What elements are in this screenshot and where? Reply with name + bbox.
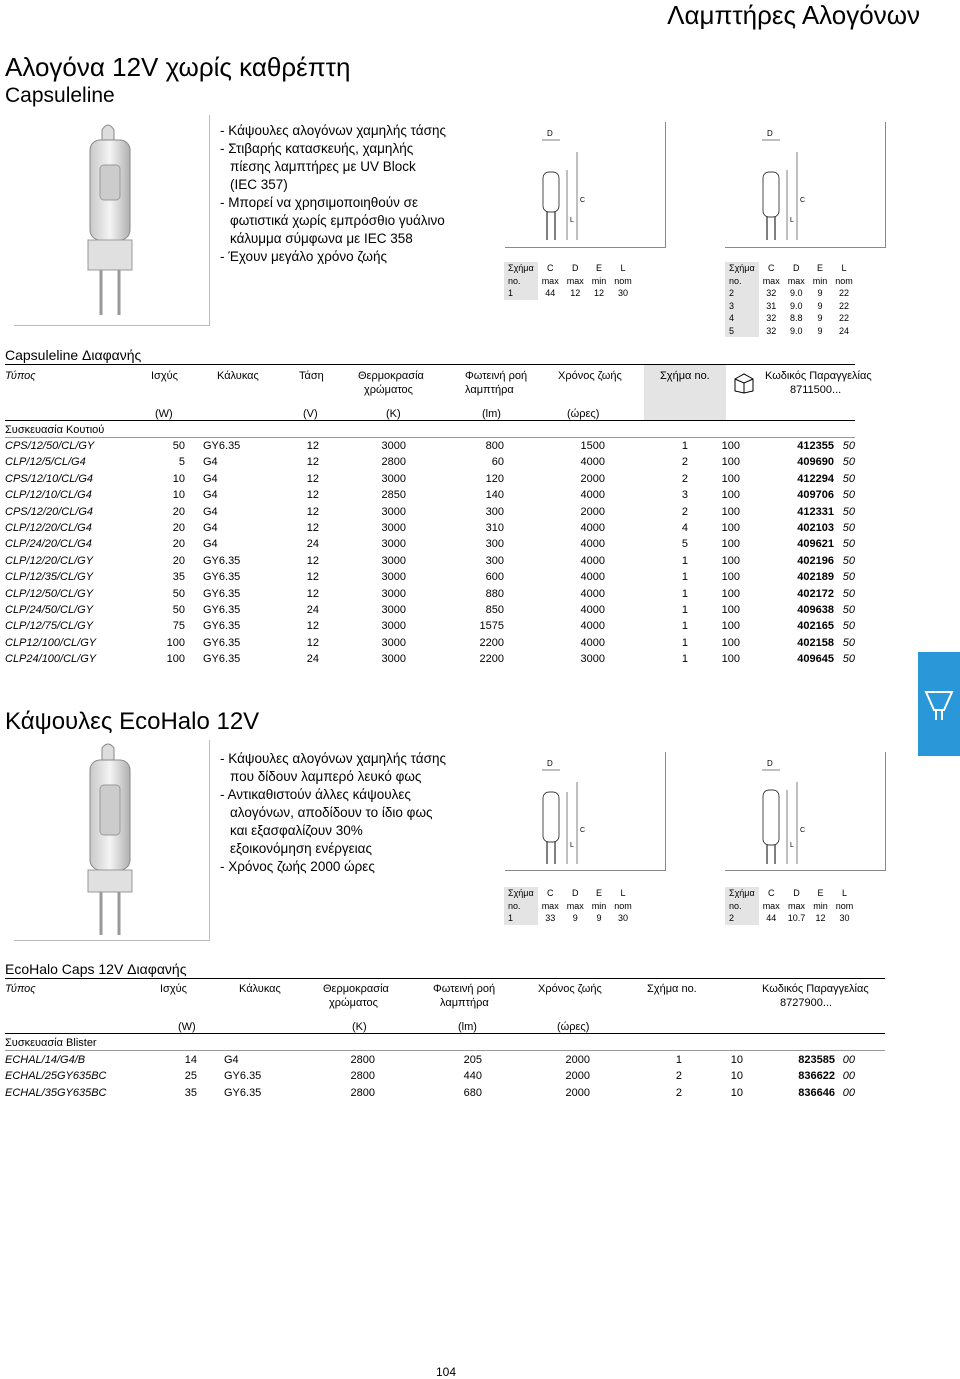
table-cell: 50 <box>842 636 855 649</box>
dimension-diagram-1 <box>505 122 666 248</box>
table-cell: 20 <box>172 554 185 567</box>
table-cell: 2000 <box>565 1054 590 1066</box>
table-cell: 2 <box>681 456 688 469</box>
table-row <box>5 604 855 620</box>
table-cell: 3000 <box>381 440 406 452</box>
table-cell: 3 <box>681 489 688 502</box>
table-cell: 100 <box>721 587 740 600</box>
table-cell: 100 <box>721 571 740 584</box>
table-cell: 4000 <box>580 522 605 534</box>
table-cell: 3000 <box>580 653 605 666</box>
table-cell: 4000 <box>580 489 605 502</box>
table-cell: 50 <box>842 538 855 551</box>
table-cell: 2800 <box>350 1086 375 1099</box>
table-cell: 2200 <box>479 653 504 666</box>
dim-d-label: D <box>547 129 553 138</box>
table-cell: 75 <box>172 620 185 633</box>
table2-header: Τύπος Ισχύς Κάλυκας Θερμοκρασία χρώματος Φωτεινή ροή λαμπτήρα Χρόνος ζωής Σχήμα no. Κωδικός Παραγγελίας 8727900... (W) (K) (lm) (ώρες) <box>5 983 869 1033</box>
table-cell: 402165 <box>797 620 834 633</box>
feature-line: - Αντικαθιστούν άλλες κάψουλες <box>220 787 411 802</box>
table-cell: 2800 <box>381 456 406 469</box>
table-cell: GY6.35 <box>203 554 241 567</box>
ecohalo-lamp-image <box>14 740 210 941</box>
table-cell: GY6.35 <box>203 440 241 452</box>
table-cell: 12 <box>306 571 319 584</box>
table-row <box>5 571 855 587</box>
table-cell: 100 <box>166 653 185 666</box>
table2-title: EcoHalo Caps 12V Διαφανής <box>5 961 187 977</box>
table-cell: 1575 <box>479 620 504 633</box>
packaging-label-2: Συσκευασία Blister <box>5 1037 97 1049</box>
table-cell: 836646 <box>798 1086 835 1099</box>
table-cell: ECHAL/35GY635BC <box>5 1086 107 1099</box>
table-cell: 1 <box>681 636 688 649</box>
svg-text:C: C <box>800 197 806 204</box>
table-cell: 50 <box>842 554 855 567</box>
feature-line: - Μπορεί να χρησιμοποιηθούν σε <box>220 195 418 210</box>
packaging-label: Συσκευασία Κουτιού <box>5 424 105 436</box>
table-cell: G4 <box>224 1054 239 1066</box>
table-cell: 2850 <box>381 489 406 502</box>
table-cell: 402189 <box>797 571 834 584</box>
table-row <box>5 538 855 554</box>
table-cell: CLP/12/75/CL/GY <box>5 620 94 633</box>
table-cell: 50 <box>842 653 855 666</box>
table-cell: 1 <box>681 554 688 567</box>
svg-text:L: L <box>790 217 794 224</box>
table-cell: 12 <box>306 522 319 534</box>
table-cell: 20 <box>172 522 185 534</box>
table-cell: G4 <box>203 538 218 551</box>
table-cell: 412294 <box>797 472 834 485</box>
table-cell: 10 <box>730 1054 743 1066</box>
table-cell: 100 <box>721 522 740 534</box>
table-cell: G4 <box>203 472 218 485</box>
table-row <box>5 620 855 636</box>
table-cell: 205 <box>463 1054 482 1066</box>
table-cell: CLP/24/20/CL/G4 <box>5 538 92 551</box>
table-cell: GY6.35 <box>203 587 241 600</box>
table-cell: 409690 <box>797 456 834 469</box>
table-row <box>5 506 855 522</box>
table-cell: 4000 <box>580 554 605 567</box>
table-cell: 24 <box>306 604 319 616</box>
table-cell: 409638 <box>797 604 834 616</box>
table-cell: CPS/12/20/CL/G4 <box>5 505 94 518</box>
table-cell: 50 <box>842 571 855 584</box>
table-cell: 409645 <box>797 653 834 666</box>
table-cell: ECHAL/25GY635BC <box>5 1070 107 1083</box>
table-row <box>5 522 855 538</box>
table-cell: 50 <box>842 522 855 534</box>
table-cell: 00 <box>842 1070 855 1083</box>
spec-table-4: Σχήμα C D E L no. max max min nom 2 44 10.7 12 30 <box>725 887 857 925</box>
dimension-diagram-3 <box>505 752 666 871</box>
table-cell: 1 <box>681 587 688 600</box>
table-cell: 12 <box>306 440 319 452</box>
table-cell: 1500 <box>580 440 605 452</box>
page-header-title: Λαμπτήρες Αλογόνων <box>667 0 920 30</box>
table-cell: 2200 <box>479 636 504 649</box>
table-cell: 4000 <box>580 587 605 600</box>
table-cell: 12 <box>306 489 319 502</box>
table-cell: 402172 <box>797 587 834 600</box>
spec-table-2: Σχήμα C D E L no. max max min nom 2 32 9.0 9 22 3 31 9.0 9 22 4 32 8.8 9 22 5 32 9.0 9 24 <box>725 262 857 337</box>
svg-text:D: D <box>767 759 773 768</box>
svg-text:D: D <box>547 759 553 768</box>
dimension-diagram-4 <box>725 752 886 871</box>
table-cell: 2 <box>681 505 688 518</box>
table-cell: 3000 <box>381 522 406 534</box>
table-cell: 5 <box>681 538 688 551</box>
table-cell: 2 <box>675 1086 682 1099</box>
table-cell: 402103 <box>797 522 834 534</box>
table-cell: 12 <box>306 505 319 518</box>
table-cell: 402158 <box>797 636 834 649</box>
table-cell: 2800 <box>350 1054 375 1066</box>
table-cell: 2 <box>681 472 688 485</box>
table-cell: 50 <box>842 587 855 600</box>
table-cell: 14 <box>184 1054 197 1066</box>
table-cell: 50 <box>172 587 185 600</box>
svg-text:C: C <box>580 197 586 204</box>
table-cell: G4 <box>203 505 218 518</box>
table-cell: 50 <box>172 604 185 616</box>
table-row <box>5 473 855 489</box>
table-cell: 100 <box>721 604 740 616</box>
table-cell: 50 <box>172 440 185 452</box>
table-cell: 2 <box>675 1070 682 1083</box>
table-cell: CLP/12/20/CL/G4 <box>5 522 92 534</box>
section2-features <box>220 750 446 876</box>
feature-line: που δίδουν λαμπερό λευκό φως <box>230 769 422 784</box>
feature-line: (IEC 357) <box>230 177 288 192</box>
table-cell: 20 <box>172 538 185 551</box>
feature-line: - Κάψουλες αλογόνων χαμηλής τάσης <box>220 751 446 766</box>
table-cell: GY6.35 <box>203 571 241 584</box>
table-cell: 10 <box>172 472 185 485</box>
table-cell: 1 <box>675 1054 682 1066</box>
table-cell: GY6.35 <box>203 653 241 666</box>
section-tab <box>918 652 960 756</box>
table-cell: 3000 <box>381 587 406 600</box>
table-cell: 10 <box>172 489 185 502</box>
table-cell: 25 <box>184 1070 197 1083</box>
table-cell: 00 <box>842 1054 855 1066</box>
table-cell: 1 <box>681 653 688 666</box>
table-cell: 50 <box>842 440 855 452</box>
table-cell: 409706 <box>797 489 834 502</box>
table-cell: CLP12/100/CL/GY <box>5 636 97 649</box>
feature-line: - Κάψουλες αλογόνων χαμηλής τάσης <box>220 123 446 138</box>
svg-text:D: D <box>767 129 773 138</box>
table-row <box>5 489 855 505</box>
table-cell: 35 <box>172 571 185 584</box>
table-cell: 1 <box>681 440 688 452</box>
feature-line: και εξασφαλίζουν 30% <box>230 823 363 838</box>
table-cell: 440 <box>463 1070 482 1083</box>
section1-title: Αλογόνα 12V χωρίς καθρέπτη <box>5 52 351 82</box>
table-cell: 3000 <box>381 653 406 666</box>
section2-title: Κάψουλες EcoHalo 12V <box>5 708 260 735</box>
table-cell: 412355 <box>797 440 834 452</box>
table1-title: Capsuleline Διαφανής <box>5 347 142 363</box>
table-cell: CPS/12/10/CL/G4 <box>5 472 94 485</box>
table-cell: G4 <box>203 456 218 469</box>
table-row <box>5 1054 855 1070</box>
table-cell: 100 <box>721 440 740 452</box>
table-cell: G4 <box>203 489 218 502</box>
table-cell: 100 <box>721 554 740 567</box>
table-row <box>5 588 855 604</box>
table-cell: 680 <box>463 1086 482 1099</box>
table-cell: 12 <box>306 554 319 567</box>
svg-text:L: L <box>790 842 794 849</box>
feature-line: φωτιστικά χωρίς εμπρόσθιο γυάλινο <box>230 213 445 228</box>
feature-line: - Στιβαρής κατασκευής, χαμηλής <box>220 141 414 156</box>
table-cell: 100 <box>721 538 740 551</box>
table-cell: 50 <box>842 604 855 616</box>
table-cell: 100 <box>721 620 740 633</box>
capsule-lamp-image <box>14 115 210 326</box>
feature-line: - Έχουν μεγάλο χρόνο ζωής <box>220 249 387 264</box>
table-cell: 4000 <box>580 620 605 633</box>
table-cell: 100 <box>166 636 185 649</box>
table-cell: 12 <box>306 472 319 485</box>
table-cell: 836622 <box>798 1070 835 1083</box>
table-cell: G4 <box>203 522 218 534</box>
table-cell: 50 <box>842 472 855 485</box>
table-cell: CLP/12/35/CL/GY <box>5 571 94 584</box>
table-cell: 3000 <box>381 554 406 567</box>
spec-table-1: Σχήμα C D E L no. max max min nom 1 44 12 12 30 <box>504 262 636 300</box>
table-cell: 3000 <box>381 604 406 616</box>
table-cell: 409621 <box>797 538 834 551</box>
table-cell: 24 <box>306 653 319 666</box>
table-cell: 100 <box>721 489 740 502</box>
table1-header: Τύπος Ισχύς Κάλυκας Τάση Θερμοκρασία χρώματος Φωτεινή ροή λαμπτήρα Χρόνος ζωής Σχήμα no. Κωδικός Παραγγελίας 8711500... (W) (V) (K) (lm) (ώρες) <box>5 370 872 420</box>
table-cell: 3000 <box>381 472 406 485</box>
table-cell: 2000 <box>580 505 605 518</box>
svg-text:C: C <box>800 827 806 834</box>
table-row <box>5 1087 855 1103</box>
table-cell: 20 <box>172 505 185 518</box>
table-cell: 412331 <box>797 505 834 518</box>
table-cell: 4000 <box>580 571 605 584</box>
table-cell: 600 <box>485 571 504 584</box>
table-cell: 35 <box>184 1086 197 1099</box>
table-cell: 50 <box>842 620 855 633</box>
svg-text:L: L <box>570 217 574 224</box>
spec-table-3: Σχήμα C D E L no. max max min nom 1 33 9 9 30 <box>504 887 636 925</box>
svg-text:C: C <box>580 827 586 834</box>
table-cell: 100 <box>721 636 740 649</box>
table-cell: GY6.35 <box>224 1070 262 1083</box>
table-cell: 4000 <box>580 456 605 469</box>
table-cell: 3000 <box>381 505 406 518</box>
table-cell: 4000 <box>580 538 605 551</box>
feature-line: πίεσης λαμπτήρες με UV Block <box>230 159 416 174</box>
table-cell: 823585 <box>798 1054 835 1066</box>
table-cell: 2800 <box>350 1070 375 1083</box>
section1-subtitle: Capsuleline <box>5 84 115 107</box>
table-cell: 300 <box>485 538 504 551</box>
table-cell: CLP24/100/CL/GY <box>5 653 97 666</box>
table-cell: CPS/12/50/CL/GY <box>5 440 95 452</box>
table-row <box>5 637 855 653</box>
feature-line: εξοικονόμηση ενέργειας <box>230 841 372 856</box>
table-cell: 100 <box>721 472 740 485</box>
svg-text:L: L <box>570 842 574 849</box>
table-row <box>5 440 855 456</box>
table-cell: 10 <box>730 1070 743 1083</box>
table-cell: 4000 <box>580 636 605 649</box>
table-cell: 850 <box>485 604 504 616</box>
table-cell: 402196 <box>797 554 834 567</box>
table-cell: 140 <box>485 489 504 502</box>
table-cell: 120 <box>485 472 504 485</box>
table-cell: 60 <box>491 456 504 469</box>
table-cell: 12 <box>306 456 319 469</box>
table-row <box>5 456 855 472</box>
table-row <box>5 1070 855 1086</box>
section1-features <box>220 122 446 266</box>
table-row <box>5 653 855 669</box>
table-cell: 4 <box>681 522 688 534</box>
table-cell: 4000 <box>580 604 605 616</box>
table-cell: 2000 <box>565 1086 590 1099</box>
table-cell: ECHAL/14/G4/B <box>5 1054 86 1066</box>
box-icon <box>733 372 755 394</box>
feature-line: κάλυμμα σύμφωνα με IEC 358 <box>230 231 413 246</box>
table-cell: 12 <box>306 620 319 633</box>
table-cell: GY6.35 <box>203 604 241 616</box>
page-number: 104 <box>436 1365 457 1379</box>
feature-line: αλογόνων, αποδίδουν το ίδιο φως <box>230 805 433 820</box>
table-cell: 50 <box>842 505 855 518</box>
table-cell: 12 <box>306 636 319 649</box>
table-row <box>5 555 855 571</box>
table-cell: 100 <box>721 653 740 666</box>
table-cell: 00 <box>842 1086 855 1099</box>
table-cell: 5 <box>178 456 185 469</box>
table-cell: 50 <box>842 489 855 502</box>
table-cell: GY6.35 <box>203 636 241 649</box>
table-cell: 100 <box>721 456 740 469</box>
table-cell: 100 <box>721 505 740 518</box>
feature-line: - Χρόνος ζωής 2000 ώρες <box>220 859 375 874</box>
table-cell: 300 <box>485 554 504 567</box>
table-cell: CLP/12/5/CL/G4 <box>5 456 86 469</box>
table-cell: 3000 <box>381 571 406 584</box>
table-cell: 3000 <box>381 620 406 633</box>
table-cell: 2000 <box>565 1070 590 1083</box>
table-cell: 800 <box>485 440 504 452</box>
table-cell: 300 <box>485 505 504 518</box>
table-cell: CLP/12/20/CL/GY <box>5 554 94 567</box>
table-cell: 2000 <box>580 472 605 485</box>
table-cell: 24 <box>306 538 319 551</box>
table-cell: CLP/24/50/CL/GY <box>5 604 94 616</box>
table-cell: CLP/12/10/CL/G4 <box>5 489 92 502</box>
table-cell: GY6.35 <box>203 620 241 633</box>
table-cell: 1 <box>681 620 688 633</box>
table-cell: CLP/12/50/CL/GY <box>5 587 94 600</box>
table-cell: 310 <box>485 522 504 534</box>
table-cell: 880 <box>485 587 504 600</box>
table-cell: 10 <box>730 1086 743 1099</box>
table-cell: 1 <box>681 604 688 616</box>
table-cell: 1 <box>681 571 688 584</box>
table-cell: 3000 <box>381 538 406 551</box>
table-cell: 12 <box>306 587 319 600</box>
spotlight-lamp-icon <box>918 652 960 756</box>
table-cell: GY6.35 <box>224 1086 262 1099</box>
table-cell: 3000 <box>381 636 406 649</box>
table-cell: 50 <box>842 456 855 469</box>
dimension-diagram-2 <box>725 122 886 248</box>
